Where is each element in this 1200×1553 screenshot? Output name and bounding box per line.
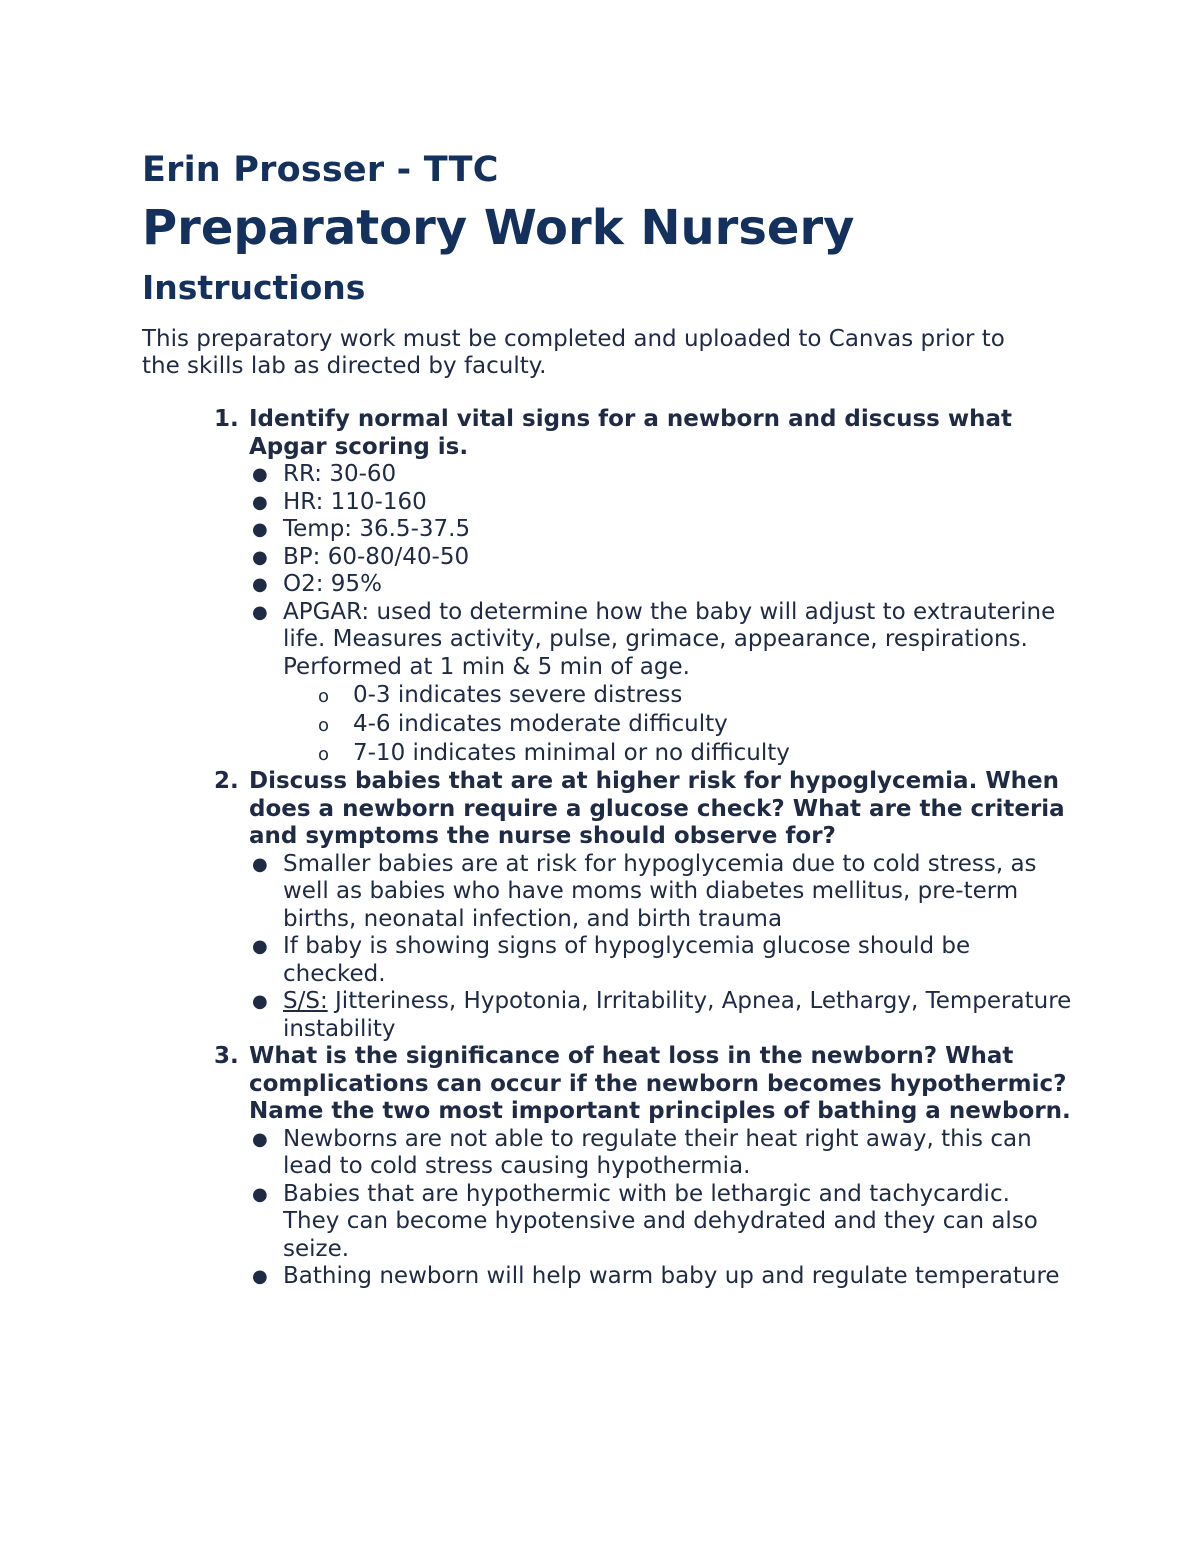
question-1 (142, 406, 1072, 768)
question-number: 3. (214, 1043, 239, 1069)
apgar-scale-text: 0-3 indicates severe distress (353, 682, 683, 708)
question-text: Discuss babies that are at higher risk for hypoglycemia. When does a newborn require a glucose check? What are the criteria and symptoms the nurse should observe for? (249, 768, 1065, 849)
bullet-icon: ● (252, 601, 268, 623)
answer-item (249, 571, 1072, 599)
instructions-heading: Instructions (142, 268, 366, 307)
question-text: Identify normal vital signs for a newborn and discuss what Apgar scoring is. (249, 406, 1012, 460)
apgar-scale-item (283, 739, 1072, 768)
answer-item (249, 544, 1072, 572)
answer-text: HR: 110-160 (283, 488, 427, 515)
question-3 (142, 1043, 1072, 1291)
bullet-icon: ● (252, 1266, 268, 1287)
answer-list (249, 461, 1072, 768)
answer-item (249, 516, 1072, 544)
circle-bullet-icon: o (318, 686, 330, 707)
answer-list (249, 1126, 1072, 1291)
page-title: Preparatory Work Nursery (142, 200, 855, 256)
answer-item (249, 1181, 1072, 1264)
apgar-scale-text: 4-6 indicates moderate difficulty (353, 711, 728, 737)
answer-list (249, 851, 1072, 1044)
bullet-icon: ● (252, 464, 268, 485)
bullet-icon: ● (252, 519, 268, 540)
circle-bullet-icon: o (318, 715, 330, 736)
apgar-scale-item (283, 710, 1072, 739)
apgar-scale-list (283, 681, 1072, 768)
bullet-icon: ● (252, 1128, 268, 1150)
answer-item (249, 461, 1072, 489)
question-number: 2. (214, 768, 239, 794)
symptoms-text: Jitteriness, Hypotonia, Irritability, Apnea, Lethargy, Temperature instability (283, 988, 1072, 1042)
answer-text: RR: 30-60 (283, 461, 397, 487)
answer-item (249, 489, 1072, 517)
answer-text: If baby is showing signs of hypoglycemia glucose should be checked. (283, 933, 971, 987)
apgar-scale-text: 7-10 indicates minimal or no difficulty (353, 740, 790, 766)
bullet-icon: ● (252, 574, 268, 595)
apgar-scale-item (283, 681, 1072, 710)
bullet-icon: ● (252, 546, 268, 568)
bullet-icon: ● (252, 936, 268, 957)
symptoms-label: S/S: (283, 988, 328, 1014)
answer-text: Smaller babies are at risk for hypoglycemia due to cold stress, as well as babies who have moms with diabetes mellitus, pre-term births, neonatal infection, and birth trauma (283, 850, 1037, 932)
bullet-icon: ● (252, 1183, 268, 1205)
answer-item (249, 988, 1072, 1043)
bullet-icon: ● (252, 853, 268, 875)
bullet-icon: ● (252, 991, 268, 1012)
answer-item (249, 599, 1072, 769)
answer-text: APGAR: used to determine how the baby will adjust to extrauterine life. Measures activity, pulse, grimace, appearance, respirations. Performed at 1 min & 5 min of age. (283, 598, 1056, 680)
answer-text: Bathing newborn will help warm baby up and regulate temperature (283, 1263, 1060, 1289)
document-page (142, 148, 1072, 1291)
intro-paragraph: This preparatory work must be completed and uploaded to Canvas prior to the skills lab as directed by faculty. (142, 326, 1005, 379)
answer-item (249, 933, 1072, 988)
author-heading: Erin Prosser - TTC (142, 150, 499, 190)
answer-text: O2: 95% (283, 571, 382, 597)
answer-text: Newborns are not able to regulate their heat right away, this can lead to cold stress causing hypothermia. (283, 1125, 1032, 1179)
circle-bullet-icon: o (318, 744, 330, 765)
question-2 (142, 768, 1072, 1043)
answer-text: Babies that are hypothermic with be lethargic and tachycardic. They can become hypotensive and dehydrated and they can also seize. (283, 1180, 1038, 1262)
question-text: What is the significance of heat loss in the newborn? What complications can occur if the newborn becomes hypothermic? Name the two most important principles of bathing a newborn. (249, 1043, 1071, 1124)
answer-item (249, 1263, 1072, 1291)
question-number: 1. (214, 406, 239, 432)
answer-item (249, 1126, 1072, 1181)
answer-text: Temp: 36.5-37.5 (283, 516, 471, 542)
question-list (142, 406, 1072, 1291)
answer-item (249, 851, 1072, 934)
bullet-icon: ● (252, 491, 268, 513)
answer-text: BP: 60-80/40-50 (283, 543, 470, 570)
